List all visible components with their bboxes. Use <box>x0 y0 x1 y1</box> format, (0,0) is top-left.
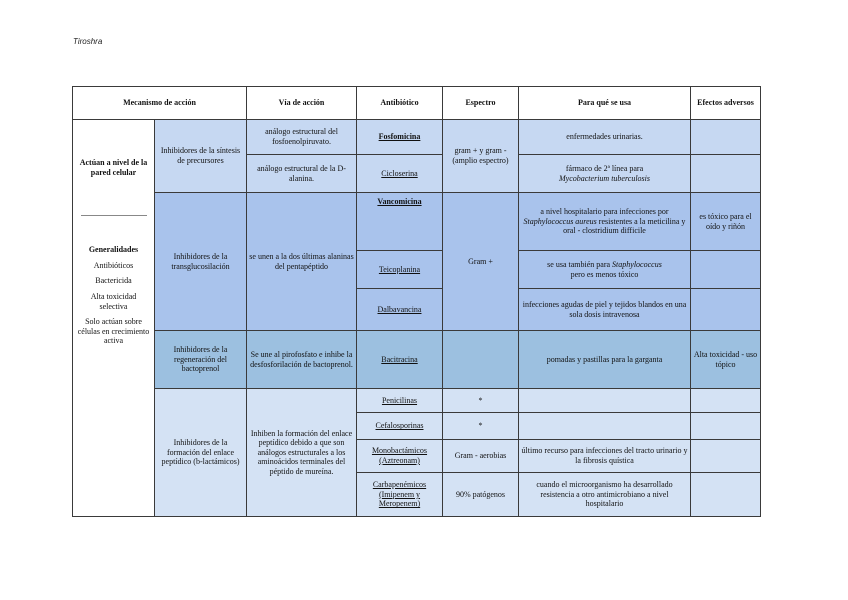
antibiotic-cefalosporinas: Cefalosporinas <box>357 413 443 440</box>
mechanism-item: Alta toxicidad selectiva <box>90 291 137 311</box>
spectrum-cell: gram + y gram - (amplio espectro) <box>443 120 519 193</box>
spectrum-cell: Gram - aerobias <box>443 440 519 473</box>
adverse-cell: es tóxico para el oído y riñón <box>691 193 761 251</box>
spectrum-cell: Gram + <box>443 193 519 331</box>
mechanism-cell <box>73 120 155 517</box>
antibiotic-bacitracina: Bacitracina <box>357 331 443 389</box>
use-cell: enfermedades urinarias. <box>519 120 691 155</box>
antibiotic-cicloserina: Cicloserina <box>357 155 443 193</box>
via-cell: Se une al pirofosfato e inhibe la desfosforilación de bactoprenol. <box>247 331 357 389</box>
header-use: Para qué se usa <box>519 87 691 120</box>
header-spectrum: Espectro <box>443 87 519 120</box>
mechanism-title: Actúan a nivel de la pared celular <box>79 158 148 177</box>
use-text: pero es menos tóxico <box>570 269 639 279</box>
use-organism: Mycobacterium tuberculosis <box>558 173 650 183</box>
mechanism-subtitle: Generalidades <box>88 245 139 255</box>
spectrum-cell <box>443 331 519 389</box>
group-name-transglucosilacion: Inhibidores de la transglucosilación <box>155 193 247 331</box>
group-name-bactoprenol: Inhibidores de la regeneración del bactoprenol <box>155 331 247 389</box>
use-text: fármaco de 2ª línea para <box>565 163 644 173</box>
via-cell: análogo estructural de la D- alanina. <box>247 155 357 193</box>
table-row <box>73 331 761 389</box>
use-text: resistentes a la meticilina y oral - clostridium difficile <box>563 216 686 236</box>
use-organism: Staphylococcus <box>612 259 662 269</box>
use-cell <box>519 155 691 193</box>
spectrum-cell: * <box>443 413 519 440</box>
adverse-cell <box>691 389 761 413</box>
mechanism-item: Solo actúan sobre células en crecimiento activa <box>77 317 150 346</box>
via-cell: Inhiben la formación del enlace peptídico debido a que son análogos estructurales a los aminoácidos terminales del péptido de mureína. <box>247 389 357 517</box>
use-organism: Staphylococcus aureus <box>523 216 597 226</box>
use-cell <box>519 413 691 440</box>
antibiotic-carbapenemicos: Carbapenémicos (Imipenem y Meropenem) <box>357 473 443 517</box>
table-row <box>73 193 761 251</box>
mechanism-item: Bactericida <box>95 276 132 286</box>
spectrum-cell: * <box>443 389 519 413</box>
use-cell: cuando el microorganismo ha desarrollado resistencia a otro antimicrobiano a nivel hospitalario <box>519 473 691 517</box>
use-text: a nivel hospitalario para infecciones por <box>540 207 669 217</box>
antibiotic-penicilinas: Penicilinas <box>357 389 443 413</box>
adverse-cell: Alta toxicidad - uso tópico <box>691 331 761 389</box>
adverse-cell <box>691 440 761 473</box>
table-row <box>73 120 761 155</box>
mechanism-divider <box>81 215 147 216</box>
header-via: Vía de acción <box>247 87 357 120</box>
use-cell <box>519 251 691 289</box>
use-text: se usa también para <box>547 259 611 269</box>
use-cell <box>519 389 691 413</box>
adverse-cell <box>691 289 761 331</box>
table-row <box>73 389 761 413</box>
antibiotic-dalbavancina: Dalbavancina <box>357 289 443 331</box>
adverse-cell <box>691 120 761 155</box>
use-cell <box>519 193 691 251</box>
use-cell: último recurso para infecciones del tracto urinario y la fibrosis quística <box>519 440 691 473</box>
antibiotic-vancomicina: Vancomicina <box>357 193 443 251</box>
antibiotic-teicoplanina: Teicoplanina <box>357 251 443 289</box>
use-cell: pomadas y pastillas para la garganta <box>519 331 691 389</box>
header-row <box>73 87 761 120</box>
adverse-cell <box>691 155 761 193</box>
group-name-b-lactamicos: Inhibidores de la formación del enlace peptídico (b-lactámicos) <box>155 389 247 517</box>
adverse-cell <box>691 473 761 517</box>
header-note: Tiroshra <box>73 37 103 46</box>
via-cell: se unen a la dos últimas alaninas del pentapéptido <box>247 193 357 331</box>
header-adverse: Efectos adversos <box>691 87 761 120</box>
antibiotics-table <box>72 86 761 517</box>
via-cell: análogo estructural del fosfoenolpiruvato. <box>247 120 357 155</box>
spectrum-cell: 90% patógenos <box>443 473 519 517</box>
header-antibiotic: Antibiótico <box>357 87 443 120</box>
group-name-precursores: Inhibidores de la síntesis de precursores <box>155 120 247 193</box>
mechanism-item: Antibióticos <box>93 260 134 270</box>
use-cell: infecciones agudas de piel y tejidos blandos en una sola dosis intravenosa <box>519 289 691 331</box>
adverse-cell <box>691 251 761 289</box>
antibiotic-monobactamicos: Monobactámicos (Aztreonam) <box>357 440 443 473</box>
antibiotic-fosfomicina: Fosfomicina <box>357 120 443 155</box>
adverse-cell <box>691 413 761 440</box>
header-mechanism: Mecanismo de acción <box>73 87 247 120</box>
